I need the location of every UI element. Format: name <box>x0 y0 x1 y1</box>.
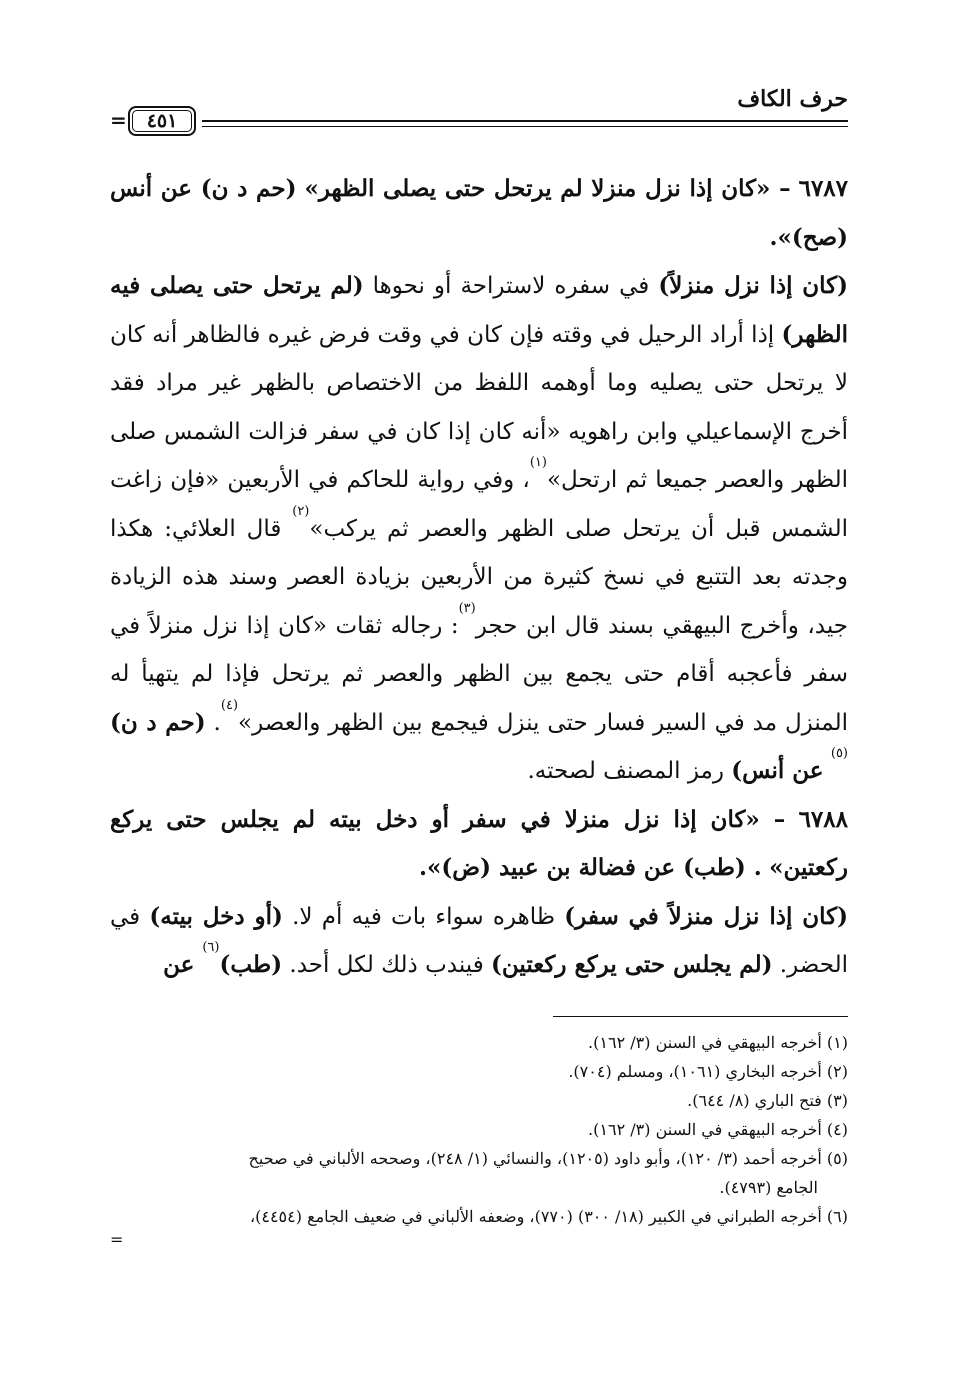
commentary-bold: عن <box>163 951 203 978</box>
commentary-bold: عن أنس) <box>731 757 824 784</box>
header-rule-thin <box>202 126 848 127</box>
footnote-separator <box>553 1016 848 1017</box>
commentary-text: ظاهره سواء بات فيه أم لا. <box>282 903 565 930</box>
hadith-source: (حم د ن) عن أنس (صح)». <box>110 175 848 251</box>
footnotes <box>110 1028 848 1249</box>
footnote: (٦) أخرجه الطبراني في الكبير (١٨/ ٣٠٠) (٧٧٠)، وضعفه الألباني في ضعيف الجامع (٤٤٥٤)، <box>249 1207 848 1226</box>
footnote-ref[interactable]: (٤) <box>220 697 239 713</box>
hadith-source: . (طب) عن فضالة بن عبيد (ض)». <box>419 854 762 881</box>
footnote-continuation: الجامع (٤٧٩٣). <box>719 1178 818 1197</box>
commentary-text: : رجاله ثقات «كان إذا نزل منزلاً في سفر فأعجبه أقام حتى يجمع بين الظهر والعصر ثم يرتحل فإذا لم يتهيأ له المنزل مد في السير فسار حتى ينزل فيجمع بين الظهر والعصر» <box>110 612 848 736</box>
commentary-text: . <box>205 709 221 736</box>
hadith-text: «كان إذا نزل منزلا لم يرتحل حتى يصلى الظهر» <box>304 175 771 202</box>
footnote: (٥) أخرجه أحمد (٣/ ١٢٠)، وأبو داود (١٢٠٥)، والنسائي (١/ ٢٤٨)، وصححه الألباني في صحيح <box>248 1149 848 1168</box>
commentary-text: في الحضر. <box>110 903 848 978</box>
hadith-entry: ٦٧٨٧ – «كان إذا نزل منزلا لم يرتحل حتى يصلى الظهر» (حم د ن) عن أنس (صح)». <box>110 175 849 251</box>
hadith-number: ٦٧٨٨ <box>798 805 848 833</box>
header-rule <box>202 120 848 122</box>
page-number <box>128 106 196 136</box>
commentary-text: فيندب ذلك لكل أحد. <box>282 952 492 978</box>
commentary-text: في سفره لاستراحة أو نحوها <box>363 273 659 299</box>
hadith-number: ٦٧٨٧ <box>798 175 849 202</box>
commentary-paragraph <box>110 262 848 796</box>
footnote-ref[interactable]: (٢) <box>292 503 310 519</box>
footnote: (٣) فتح الباري (٨/ ٦٤٤). <box>687 1091 848 1110</box>
commentary-bold: (أو دخل بيته) <box>149 902 283 930</box>
page-number-text: ٤٥١ <box>146 110 178 132</box>
chapter-title: حرف الكاف <box>737 86 848 112</box>
commentary-bold: (حم د ن) <box>110 708 206 736</box>
commentary-text: ، وفي رواية للحاكم في الأربعين «فإن زاغت الشمس قبل أن يرتحل صلى الظهر والعصر ثم يركب» <box>110 467 848 542</box>
main-text <box>110 165 848 990</box>
footnote: (١) أخرجه البيهقي في السنن (٣/ ١٦٢). <box>588 1033 848 1052</box>
commentary-bold: (لم يرتحل حتى يصلى فيه الظهر) <box>110 272 848 348</box>
commentary-bold: (طب) <box>219 951 283 978</box>
footnote-continuation-mark: = <box>110 1230 124 1249</box>
commentary-paragraph <box>110 893 848 990</box>
document-page <box>110 0 848 1376</box>
footnote-ref[interactable]: (٦) <box>202 940 220 955</box>
commentary-bold: (كان إذا نزل منزلاً) <box>658 272 848 299</box>
commentary-text: إذا أراد الرحيل في وقته فإن كان في وقت فرض غيره فالظاهر أنه كان لا يرتحل حتى يصليه وما أوهمه اللفظ من الاختصاص بالظهر غير مراد فقد أخرج الإسماعيلي وابن راهويه «أنه كان إذا كان في سفر فزالت الشمس صلى الظهر والعصر جميعا ثم ارتحل» <box>110 321 848 493</box>
header-continuation-mark: = <box>110 108 127 132</box>
hadith-text: «كان إذا نزل منزلا في سفر أو دخل بيته لم يجلس حتى يركع ركعتين» <box>110 805 848 881</box>
commentary-text: رمز المصنف لصحته. <box>527 758 732 784</box>
commentary-bold: (لم يجلس حتى يركع ركعتين) <box>491 951 773 978</box>
commentary-bold: (كان إذا نزل منزلاً في سفر) <box>564 902 848 930</box>
footnote-ref[interactable]: (١) <box>529 455 547 470</box>
commentary-text: قال العلائي: هكذا وجدته بعد التتبع في نسخ كثيرة من الأربعين بزيادة العصر وسند هذه الزيادة جيد، وأخرج البيهقي بسند قال ابن حجر <box>110 515 848 639</box>
footnote: (٢) أخرجه البخاري (١٠٦١)، ومسلم (٧٠٤). <box>568 1062 848 1081</box>
footnote-ref[interactable]: (٣) <box>458 600 476 616</box>
footnote-ref[interactable]: (٥) <box>830 746 848 761</box>
hadith-entry: ٦٧٨٨ – «كان إذا نزل منزلا في سفر أو دخل بيته لم يجلس حتى يركع ركعتين» . (طب) عن فضالة بن عبيد (ض)». <box>110 805 848 881</box>
footnote: (٤) أخرجه البيهقي في السنن (٣/ ١٦٢). <box>588 1120 848 1139</box>
page-header <box>110 78 848 138</box>
